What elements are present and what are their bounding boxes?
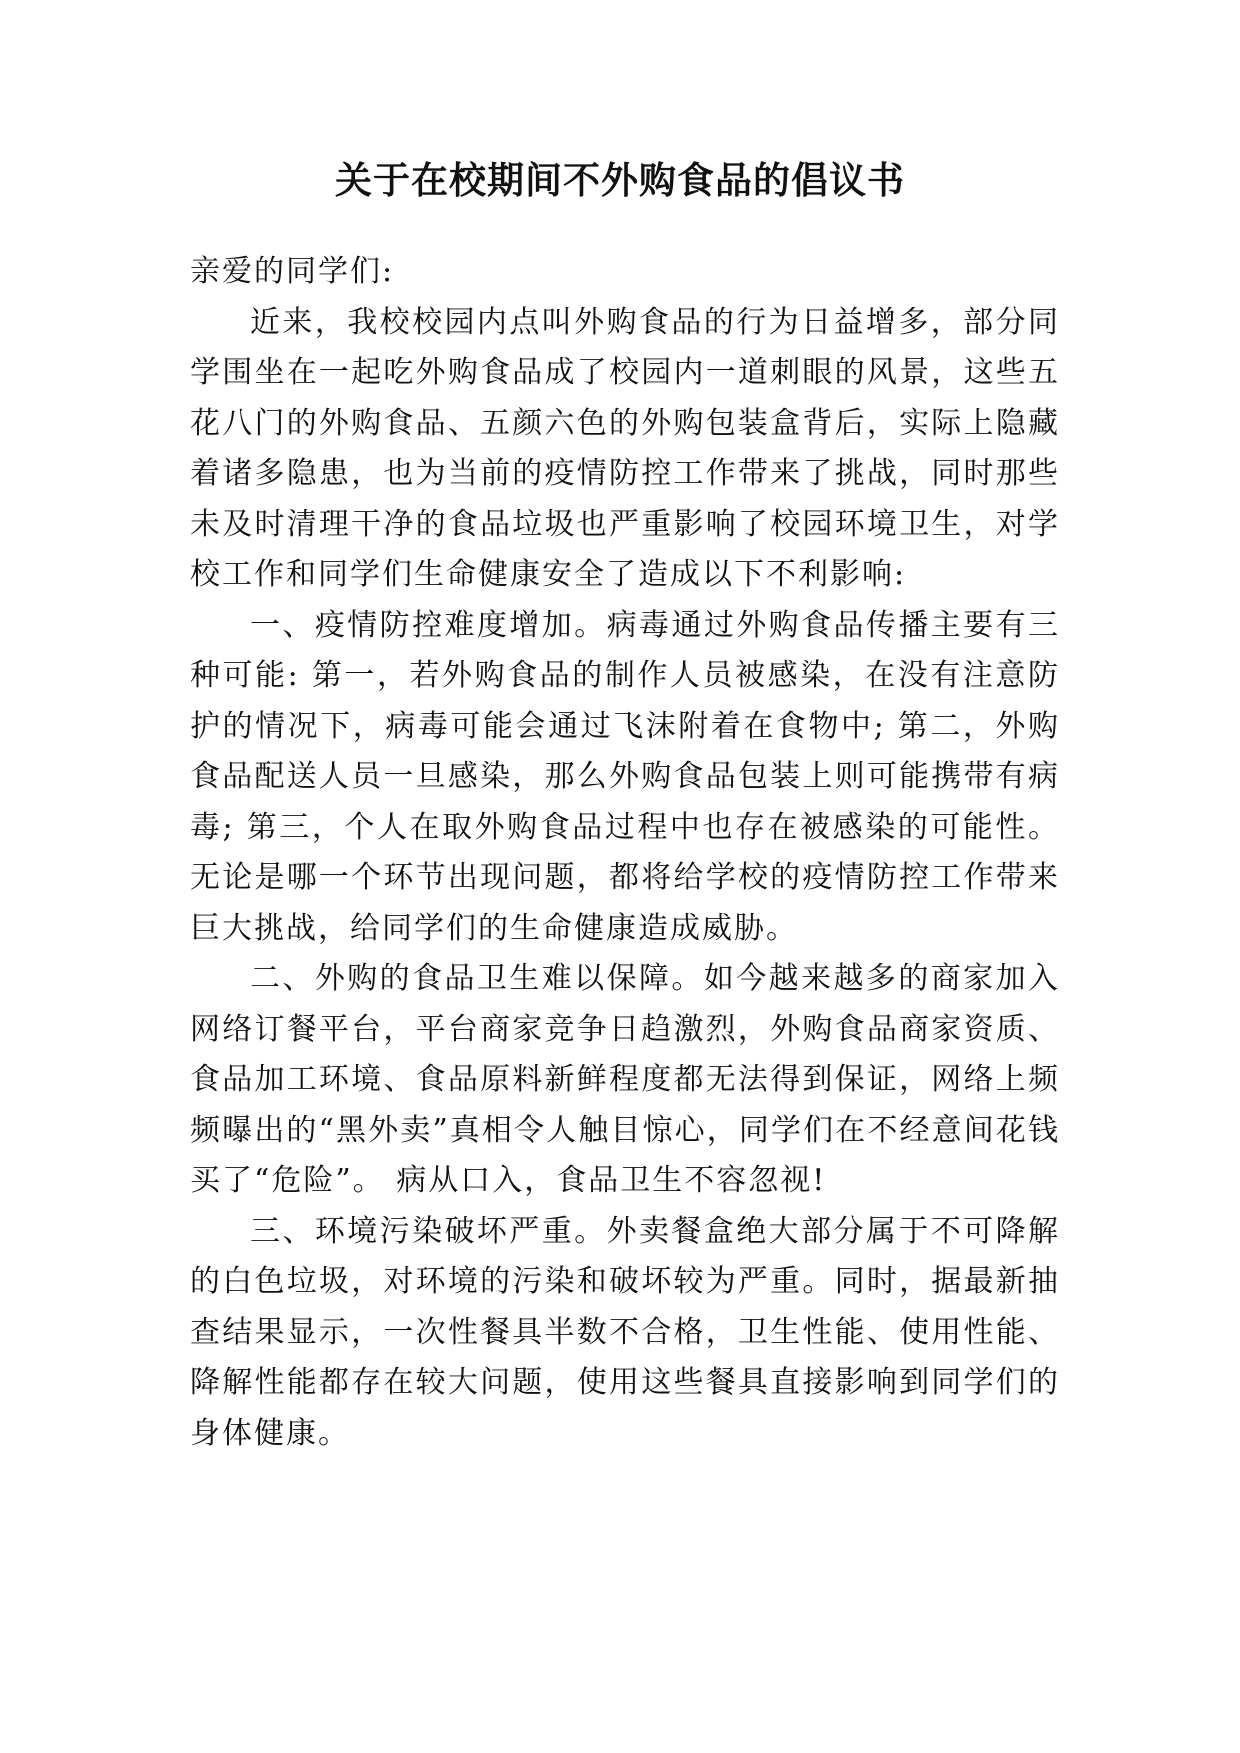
paragraph-point-3: 三、环境污染破坏严重。外卖餐盒绝大部分属于不可降解的白色垃圾，对环境的污染和破坏较为严重。同时，据最新抽查结果显示，一次性餐具半数不合格，卫生性能、使用性能、降解性能都存在较大问题，使用这些餐具直接影响到同学们的身体健康。	[190, 1213, 1060, 1451]
paragraph-intro: 近来，我校校园内点叫外购食品的行为日益增多，部分同学围坐在一起吃外购食品成了校园内一道刺眼的风景，这些五花八门的外购食品、五颜六色的外购包装盒背后，实际上隐藏着诸多隐患，也为当前的疫情防控工作带来了挑战，同时那些未及时清理干净的食品垃圾也严重影响了校园环境卫生，对学校工作和同学们生命健康安全了造成以下不利影响:	[190, 304, 1060, 592]
paragraph-point-1: 一、疫情防控难度增加。病毒通过外购食品传播主要有三种可能: 第一，若外购食品的制作人员被感染，在没有注意防护的情况下，病毒可能会通过飞沫附着在食物中; 第二，外购食品配送人员一旦感染，那么外购食品包装上则可能携带有病毒; 第三，个人在取外购食品过程中也存在被感染的可能性。无论是哪一个环节出现问题，都将给学校的疫情防控工作带来巨大挑战，给同学们的生命健康造成威胁。	[190, 607, 1060, 946]
paragraph-point-2: 二、外购的食品卫生难以保障。如今越来越多的商家加入网络订餐平台，平台商家竞争日趋激烈，外购食品商家资质、食品加工环境、食品原料新鲜程度都无法得到保证，网络上频频曝出的“黑外卖”真相令人触目惊心，同学们在不经意间花钱买了“危险”。 病从口入，食品卫生不容忽视!	[190, 961, 1060, 1198]
salutation: 亲爱的同学们:	[190, 254, 395, 289]
document-body	[190, 247, 1060, 1459]
document-title: 关于在校期间不外购食品的倡议书	[335, 158, 905, 202]
